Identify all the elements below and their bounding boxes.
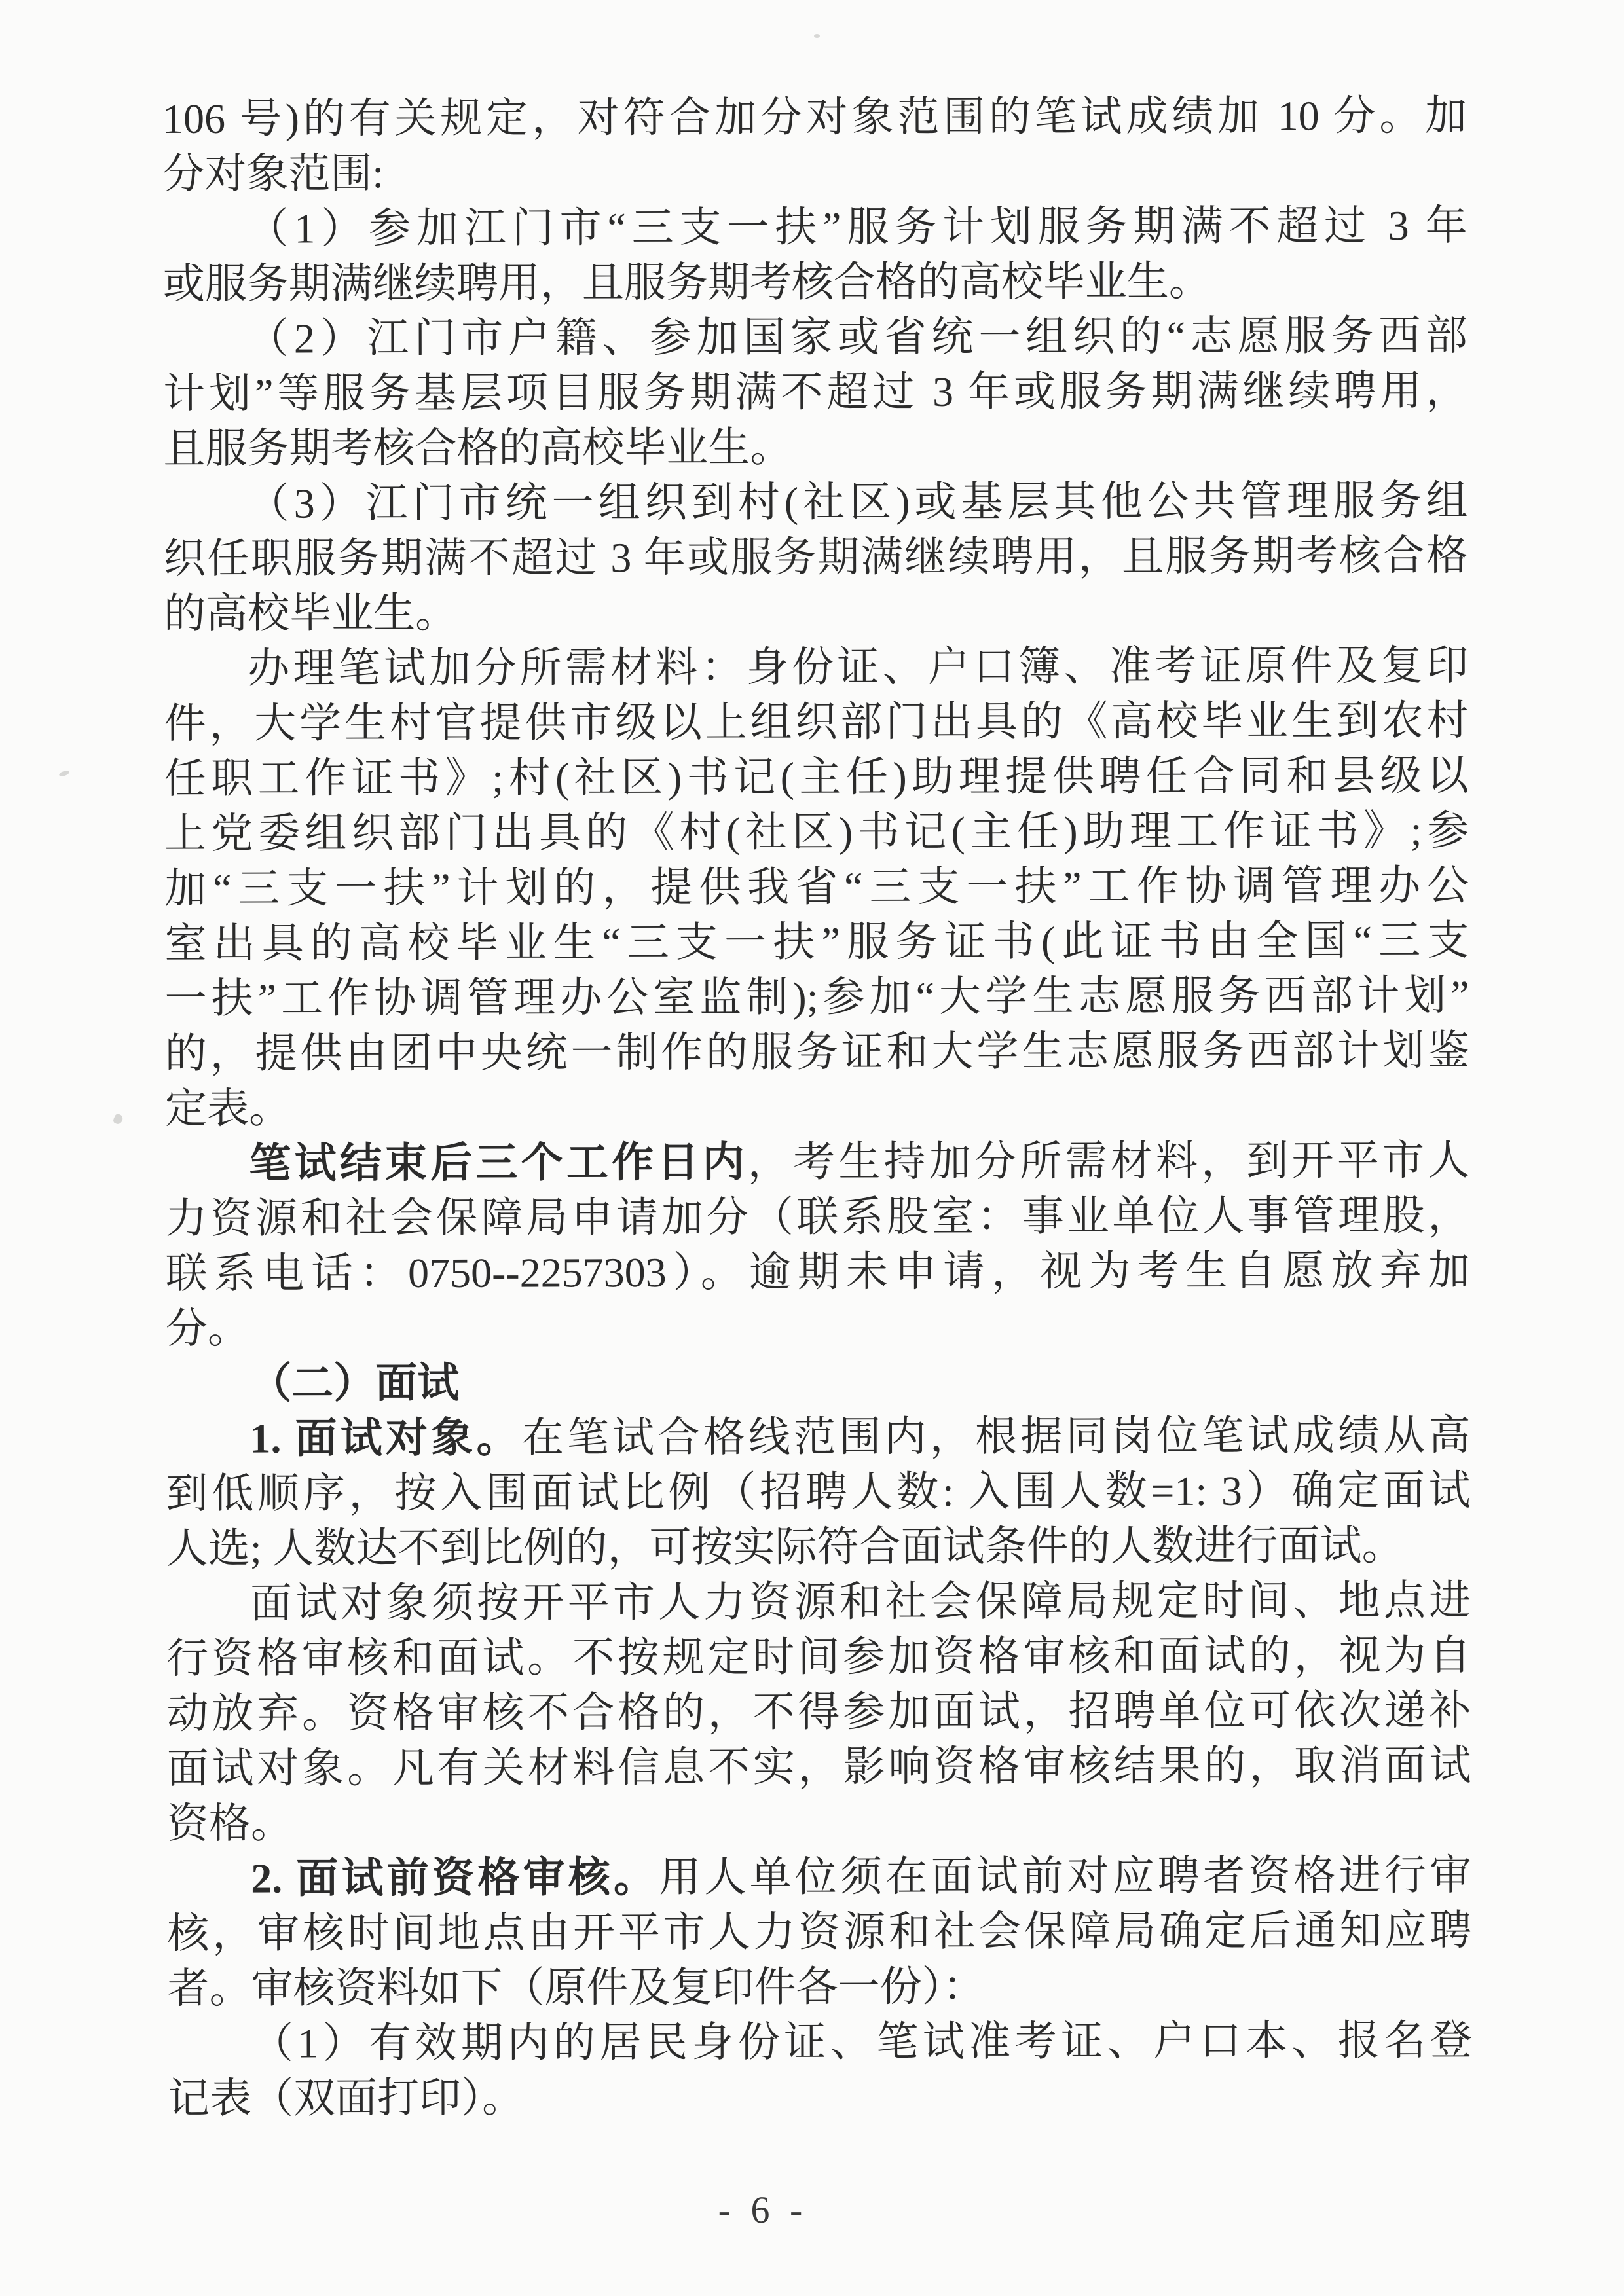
doc-line: 上党委组织部门出具的《村(社区)书记(主任)助理工作证书》;参 <box>164 807 1469 857</box>
doc-line: 者。审核资料如下（原件及复印件各一份）： <box>167 1963 985 2012</box>
doc-line-text: 用人单位须在面试前对应聘者资格进行审 <box>659 1851 1472 1901</box>
doc-line: 任职工作证书》;村(社区)书记(主任)助理提供聘任合同和县级以 <box>164 752 1469 802</box>
doc-line: 或服务期满继续聘用，且服务期考核合格的高校毕业生。 <box>162 257 1211 307</box>
doc-line-text: ，考生持加分所需材料，到开平市人 <box>747 1137 1470 1186</box>
doc-line: （1）有效期内的居民身份证、笔试准考证、户口本、报名登 <box>251 2016 1472 2067</box>
doc-line: 记表（双面打印）。 <box>167 2074 525 2122</box>
doc-line: 动放弃。资格审核不合格的，不得参加面试，招聘单位可依次递补 <box>166 1686 1471 1737</box>
doc-line <box>167 1848 1471 1906</box>
doc-line: 定表。 <box>164 1085 291 1132</box>
doc-line: 的高校毕业生。 <box>163 589 458 637</box>
doc-line: 分。 <box>165 1305 250 1352</box>
doc-line: 的，提供由团中央统一制作的服务证和大学生志愿服务西部计划鉴 <box>164 1027 1469 1077</box>
doc-line: （3）江门市统一组织到村(社区)或基层其他公共管理服务组 <box>247 477 1468 527</box>
document-text <box>162 88 1472 2126</box>
doc-line: 室出具的高校毕业生“三支一扶”服务证书(此证书由全国“三支 <box>164 917 1469 967</box>
doc-line: 联系电话：0750--2257303）。逾期未申请，视为考生自愿放弃加 <box>165 1247 1470 1297</box>
scan-speck <box>113 1113 124 1125</box>
doc-line: 计划”等服务基层项目服务期满不超过 3 年或服务期满继续聘用， <box>163 367 1468 417</box>
doc-line: 106 号)的有关规定，对符合加分对象范围的笔试成绩加 10 分。加 <box>162 92 1467 142</box>
doc-line: 加“三支一扶”计划的，提供我省“三支一扶”工作协调管理办公 <box>164 862 1469 912</box>
bold-lead: 2. 面试前资格审核。 <box>251 1854 659 1902</box>
doc-line: 且服务期考核合格的高校毕业生。 <box>163 424 792 472</box>
doc-line <box>165 1133 1469 1192</box>
doc-line: 力资源和社会保障局申请加分（联系股室：事业单位人事管理股， <box>165 1192 1470 1242</box>
bold-lead: 1. 面试对象。 <box>249 1414 522 1462</box>
doc-line: （2）江门市户籍、参加国家或省统一组织的“志愿服务西部 <box>246 312 1468 362</box>
scan-speck <box>58 770 69 778</box>
doc-line: 件，大学生村官提供市级以上组织部门出具的《高校毕业生到农村 <box>164 697 1469 747</box>
doc-line: 分对象范围: <box>162 150 384 197</box>
doc-line: 办理笔试加分所需材料：身份证、户口簿、准考证原件及复印 <box>248 642 1469 692</box>
doc-line: 核，审核时间地点由开平市人力资源和社会保障局确定后通知应聘 <box>167 1906 1472 1957</box>
doc-line: 到低顺序，按入围面试比例（招聘人数: 入围人数=1: 3）确定面试 <box>166 1467 1471 1517</box>
doc-line <box>166 1408 1470 1467</box>
doc-line-text: 在笔试合格线范围内，根据同岗位笔试成绩从高 <box>521 1412 1471 1461</box>
section-heading-interview: （二）面试 <box>249 1359 460 1407</box>
scan-speck <box>814 34 820 38</box>
page-number: - 6 - <box>718 2189 808 2231</box>
doc-line: 资格。 <box>166 1800 293 1847</box>
doc-line: （1）参加江门市“三支一扶”服务计划服务期满不超过 3 年 <box>246 202 1467 252</box>
doc-line: 行资格审核和面试。不按规定时间参加资格审核和面试的，视为自 <box>166 1631 1471 1682</box>
doc-line: 一扶”工作协调管理办公室监制);参加“大学生志愿服务西部计划” <box>164 972 1469 1022</box>
doc-line: 面试对象。凡有关材料信息不实，影响资格审核结果的，取消面试 <box>166 1741 1471 1792</box>
doc-line: 面试对象须按开平市人力资源和社会保障局规定时间、地点进 <box>249 1576 1471 1627</box>
bold-lead: 笔试结束后三个工作日内 <box>249 1139 748 1187</box>
doc-line: 人选; 人数达不到比例的，可按实际符合面试条件的人数进行面试。 <box>166 1522 1404 1572</box>
doc-line: 织任职服务期满不超过 3 年或服务期满继续聘用，且服务期考核合格 <box>163 532 1468 582</box>
